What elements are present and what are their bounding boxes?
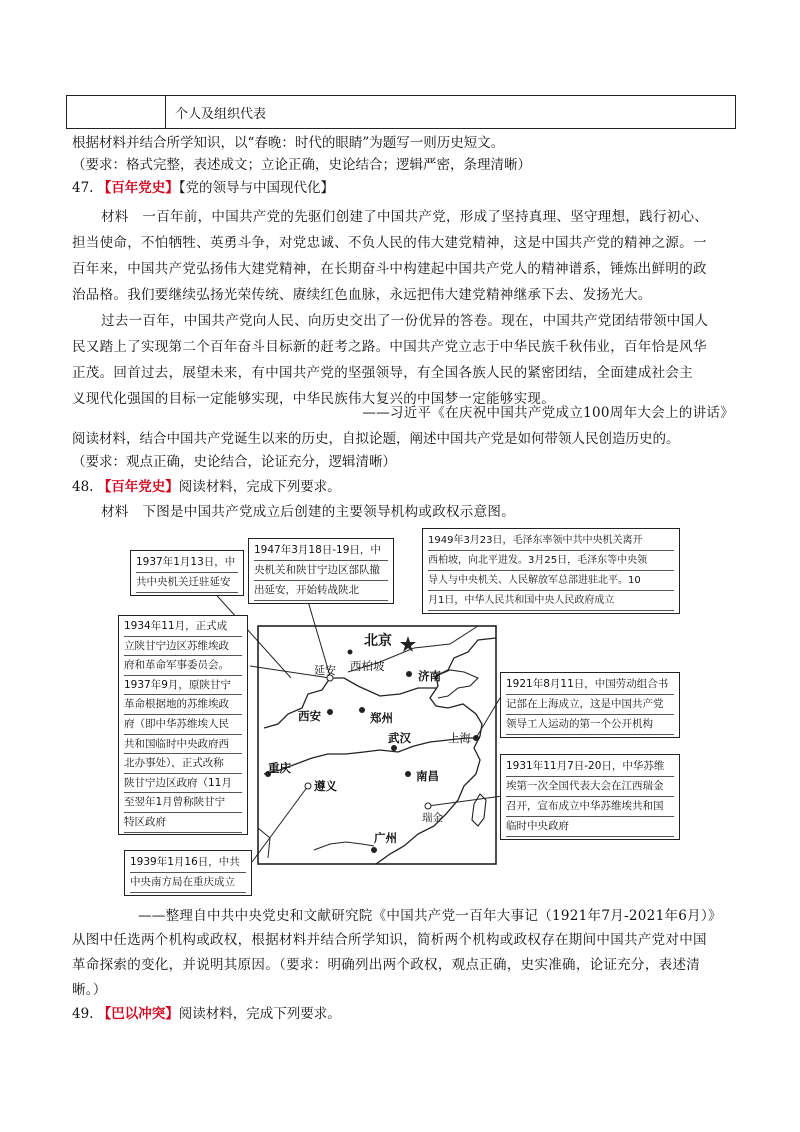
q49-number: 49. [72,1006,94,1022]
q46-instruction: 根据材料并结合所学知识，以“春晚：时代的眼睛”为题写一则历史短文。 [72,135,505,151]
annotation-line: 记部在上海成立，这是中国共产党 [506,695,674,715]
annotation-line: 召开，宣布成立中华苏维埃共和国 [506,797,674,817]
place-shanghai: 上海 [448,731,471,745]
table-divider [165,96,166,128]
annotation-line: 立陕甘宁边区苏维埃政 [124,637,242,657]
q47-topic: 【党的领导与中国现代化】 [178,180,335,196]
q48-question-line: 晰。） [72,982,107,998]
annotation-1921-labour [500,672,680,738]
q48-number: 48. [72,479,94,495]
annotation-line: 领导工人运动的第一个公开机构 [506,715,674,735]
place-zhengzhou: 郑州 [370,711,393,725]
annotation-line: 1921年8月11日，中国劳动组合书 [506,675,674,695]
annotation-line: 1937年1月13日，中 [136,553,238,573]
q46-requirement: （要求：格式完整，表述成文；立论正确，史论结合；逻辑严密，条理清晰） [72,157,531,173]
q47-source: ——习近平《在庆祝中国共产党成立100周年大会上的讲话》 [362,405,734,421]
annotation-line: 西柏坡，向北平进发。3月25日，毛泽东等中央领 [428,551,674,571]
q47-material-line: 百年来，中国共产党弘扬伟大建党精神，在长期奋斗中构建起中国共产党人的精神谱系，锤炼出鲜明的政 [72,261,707,277]
q47-tag: 【百年党史】 [97,180,179,196]
place-yanan: 延安 [314,664,336,677]
q47-material-line: 担当使命，不怕牺牲、英勇斗争，对党忠诚、不负人民的伟大建党精神，这是中国共产党的精神之源。一 [72,235,707,251]
q47-material-line: 治品格。我们要继续弘扬光荣传统、赓续红色血脉，永远把伟大建党精神继承下去、发扬光大。 [72,287,652,303]
q47-material-line: 正茂。回首过去，展望未来，有中国共产党的坚强领导，有全国各族人民的紧密团结，全面建成社会主 [72,365,693,381]
annotation-line: 府（即中华苏维埃人民 [124,715,242,735]
annotation-line: 1934年11月，正式成 [124,617,242,637]
annotation-line: 出延安，开始转战陕北 [254,581,388,601]
annotation-line: 府和革命军事委员会。 [124,656,242,676]
annotation-line: 1931年11月7日-20日，中华苏维 [506,757,674,777]
annotation-line: 共和国临时中央政府西 [124,735,242,755]
annotation-line: 北办事处），正式改称 [124,754,242,774]
place-nanchang: 南昌 [416,769,439,783]
annotation-line: 埃第一次全国代表大会在江西瑞金 [506,777,674,797]
q48-source: ——整理自中共中央党史和文献研究院《中国共产党一百年大事记（1921年7月-2021年6月）》 [138,908,722,924]
annotation-1949-beiping [422,528,680,614]
place-zunyi: 遵义 [314,779,337,793]
q48-heading [72,477,341,497]
q48-question-line: 革命探索的变化，并说明其原因。（要求：明确列出两个政权，观点正确，史实准确，论证充分，表述清 [72,957,701,973]
q49-heading [72,1004,341,1024]
annotation-line: 1947年3月18日-19日，中 [254,541,388,561]
place-ruijin: 瑞金 [422,812,443,824]
table-fragment [66,95,736,129]
q49-tag: 【巴以冲突】 [97,1006,179,1022]
annotation-line: 陕甘宁边区政府（11月 [124,774,242,794]
place-beijing: 北京 [364,633,392,649]
annotation-line: 央机关和陕甘宁边区部队撤 [254,561,388,581]
annotation-1939-chongqing [124,850,252,896]
annotation-line: 导人与中央机关、人民解放军总部进驻北平。10 [428,571,674,591]
annotation-line: 1949年3月23日，毛泽东率领中共中央机关离开 [428,531,674,551]
q48-intro: 阅读材料，完成下列要求。 [178,479,341,495]
q48-question-line: 从图中任选两个机构或政权，根据材料并结合所学知识，简析两个机构或政权存在期间中国共产党对中国 [72,932,707,948]
q47-material-line: 义现代化强国的目标一定能够实现，中华民族伟大复兴的中国梦一定能够实现。 [72,391,555,407]
q47-heading [72,178,334,198]
party-institutions-map [118,528,688,893]
annotation-1934-shaanganning [118,615,248,835]
annotation-line: 1937年9月，原陕甘宁 [124,676,242,696]
q47-requirement: （要求：观点正确，史论结合，论证充分，逻辑清晰） [72,454,396,470]
place-guangzhou: 广州 [374,831,397,845]
annotation-line: 临时中央政府 [506,817,674,837]
q47-number: 47. [72,180,94,196]
annotation-line: 共中央机关迁驻延安 [136,573,238,593]
annotation-1931-ruijin [500,754,680,840]
annotation-line: 特区政府 [124,813,242,833]
annotation-line: 革命根据地的苏维埃政 [124,695,242,715]
place-chongqing: 重庆 [268,761,291,775]
q47-material-line: 材料 一百年前，中国共产党的先驱们创建了中国共产党，形成了坚持真理、坚守理想，践行初心、 [101,209,709,225]
q47-material-line: 过去一百年，中国共产党向人民、向历史交出了一份优异的答卷。现在，中国共产党团结带领中国人 [101,313,709,329]
place-wuhan: 武汉 [388,731,411,745]
annotation-1947-withdraw [248,538,394,604]
place-xibaipo: 西柏坡 [350,659,385,673]
q47-instruction: 阅读材料，结合中国共产党诞生以来的历史，自拟论题，阐述中国共产党是如何带领人民创造历史的。 [72,431,680,447]
q48-tag: 【百年党史】 [97,479,179,495]
q47-material-line: 民又踏上了实现第二个百年奋斗目标新的赶考之路。中国共产党立志于中华民族千秋伟业，百年恰是风华 [72,339,707,355]
annotation-line: 1939年1月16日，中共 [130,853,246,873]
annotation-line: 月1日，中华人民共和国中央人民政府成立 [428,591,674,611]
table-cell: 个人及组织代表 [175,107,267,122]
q48-material: 材料 下图是中国共产党成立后创建的主要领导机构或政权示意图。 [101,504,515,520]
annotation-1937-yanan [130,550,244,596]
q49-intro: 阅读材料，完成下列要求。 [178,1006,341,1022]
place-jinan: 济南 [418,669,441,683]
annotation-line: 中央南方局在重庆成立 [130,873,246,893]
annotation-line: 至翌年1月曾称陕甘宁 [124,793,242,813]
place-xian: 西安 [298,709,321,723]
